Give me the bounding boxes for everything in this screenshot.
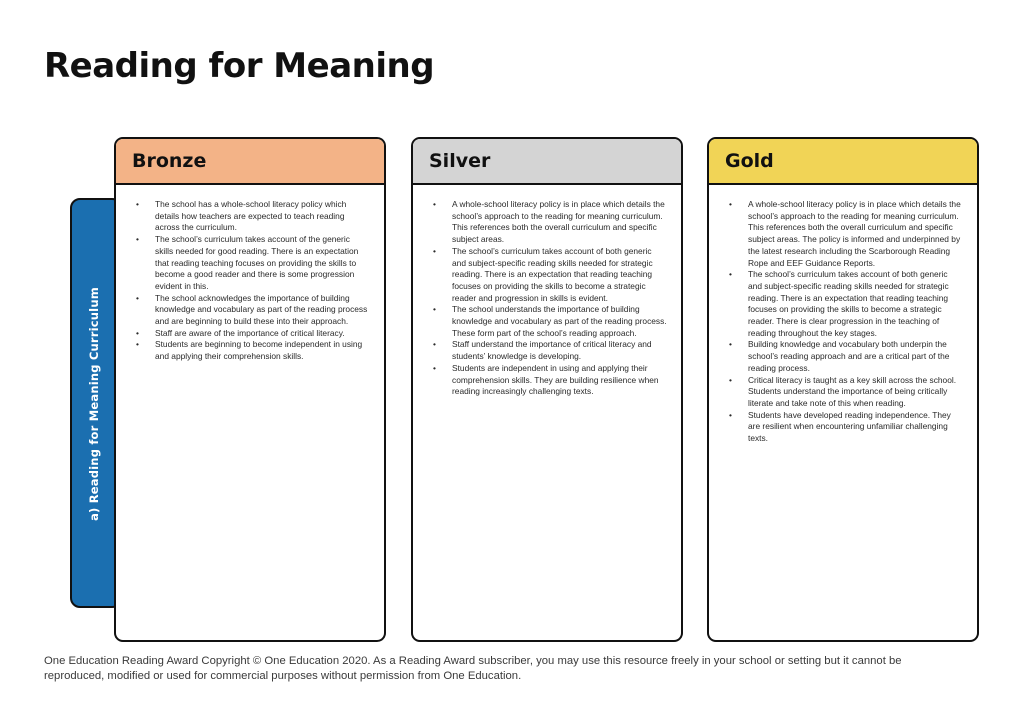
gold-card-title: Gold (725, 150, 774, 172)
bronze-bullet: • The school acknowledges the importance of building knowledge and vocabulary as part of the reading process and are beginning to build these into their approach. (134, 293, 370, 328)
gold-bullet: • The school’s curriculum takes account of both generic and subject-specific reading skills needed for strategic reading. There is an expectation that reading teaching focuses on providing the skills to become a strategic reader. There is clear progression in the teaching of reading throughout the key stages. (727, 269, 963, 339)
gold-card-body (709, 185, 977, 445)
gold-card-header (709, 139, 977, 185)
bronze-card-title: Bronze (132, 150, 207, 172)
gold-bullet: • Students have developed reading independence. They are resilient when encountering unfamiliar challenging texts. (727, 410, 963, 445)
silver-card-body (413, 185, 681, 398)
silver-bullet: • The school’s curriculum takes account of both generic and subject-specific reading skills needed for strategic reading. There is an expectation that reading teaching focuses on providing the skills to become a strategic reader and progression in skills is evident. (431, 246, 667, 305)
bronze-bullet: • The school has a whole-school literacy policy which details how teachers are expected to teach reading across the curriculum. (134, 199, 370, 234)
silver-bullet: • The school understands the importance of building knowledge and vocabulary as part of the reading process. These form part of the school’s reading approach. (431, 304, 667, 339)
gold-card (707, 137, 979, 642)
side-tab-label: a) Reading for Meaning Curriculum (87, 287, 101, 521)
gold-bullet: • Building knowledge and vocabulary both underpin the school’s reading approach and are a critical part of the reading process. (727, 339, 963, 374)
bronze-bullet-list (134, 199, 370, 363)
silver-bullet: • Students are independent in using and applying their comprehension skills. They are building resilience when reading increasingly challenging texts. (431, 363, 667, 398)
bronze-card-body (116, 185, 384, 363)
bronze-bullet: • Staff are aware of the importance of critical literacy. (134, 328, 370, 340)
silver-bullet-list (431, 199, 667, 398)
gold-bullet-list (727, 199, 963, 445)
copyright-footer: One Education Reading Award Copyright © One Education 2020. As a Reading Award subscriber, you may use this resource freely in your school or setting but it cannot be reproduced, modified or used for commercial purposes without permission from One Education. (44, 655, 902, 682)
silver-card (411, 137, 683, 642)
bronze-card-header (116, 139, 384, 185)
bronze-card (114, 137, 386, 642)
page-title: Reading for Meaning (44, 46, 435, 86)
gold-bullet: • Critical literacy is taught as a key skill across the school. Students understand the importance of being critically literate and take note of this when reading. (727, 375, 963, 410)
gold-bullet: • A whole-school literacy policy is in place which details the school’s approach to the reading for meaning curriculum. This references both the overall curriculum and specific subject areas. The policy is informed and underpinned by the latest research including the Scarborough Reading Rope and EEF Guidance Reports. (727, 199, 963, 269)
silver-bullet: • A whole-school literacy policy is in place which details the school’s approach to the reading for meaning curriculum. This references both the overall curriculum and specific subject areas. (431, 199, 667, 246)
bronze-bullet: • The school’s curriculum takes account of the generic skills needed for good reading. There is an expectation that reading teaching focuses on providing the skills to become a good reader and there is some progression evident in this. (134, 234, 370, 293)
silver-card-header (413, 139, 681, 185)
silver-card-title: Silver (429, 150, 491, 172)
bronze-bullet: • Students are beginning to become independent in using and applying their comprehension skills. (134, 339, 370, 362)
silver-bullet: • Staff understand the importance of critical literacy and students’ knowledge is developing. (431, 339, 667, 362)
